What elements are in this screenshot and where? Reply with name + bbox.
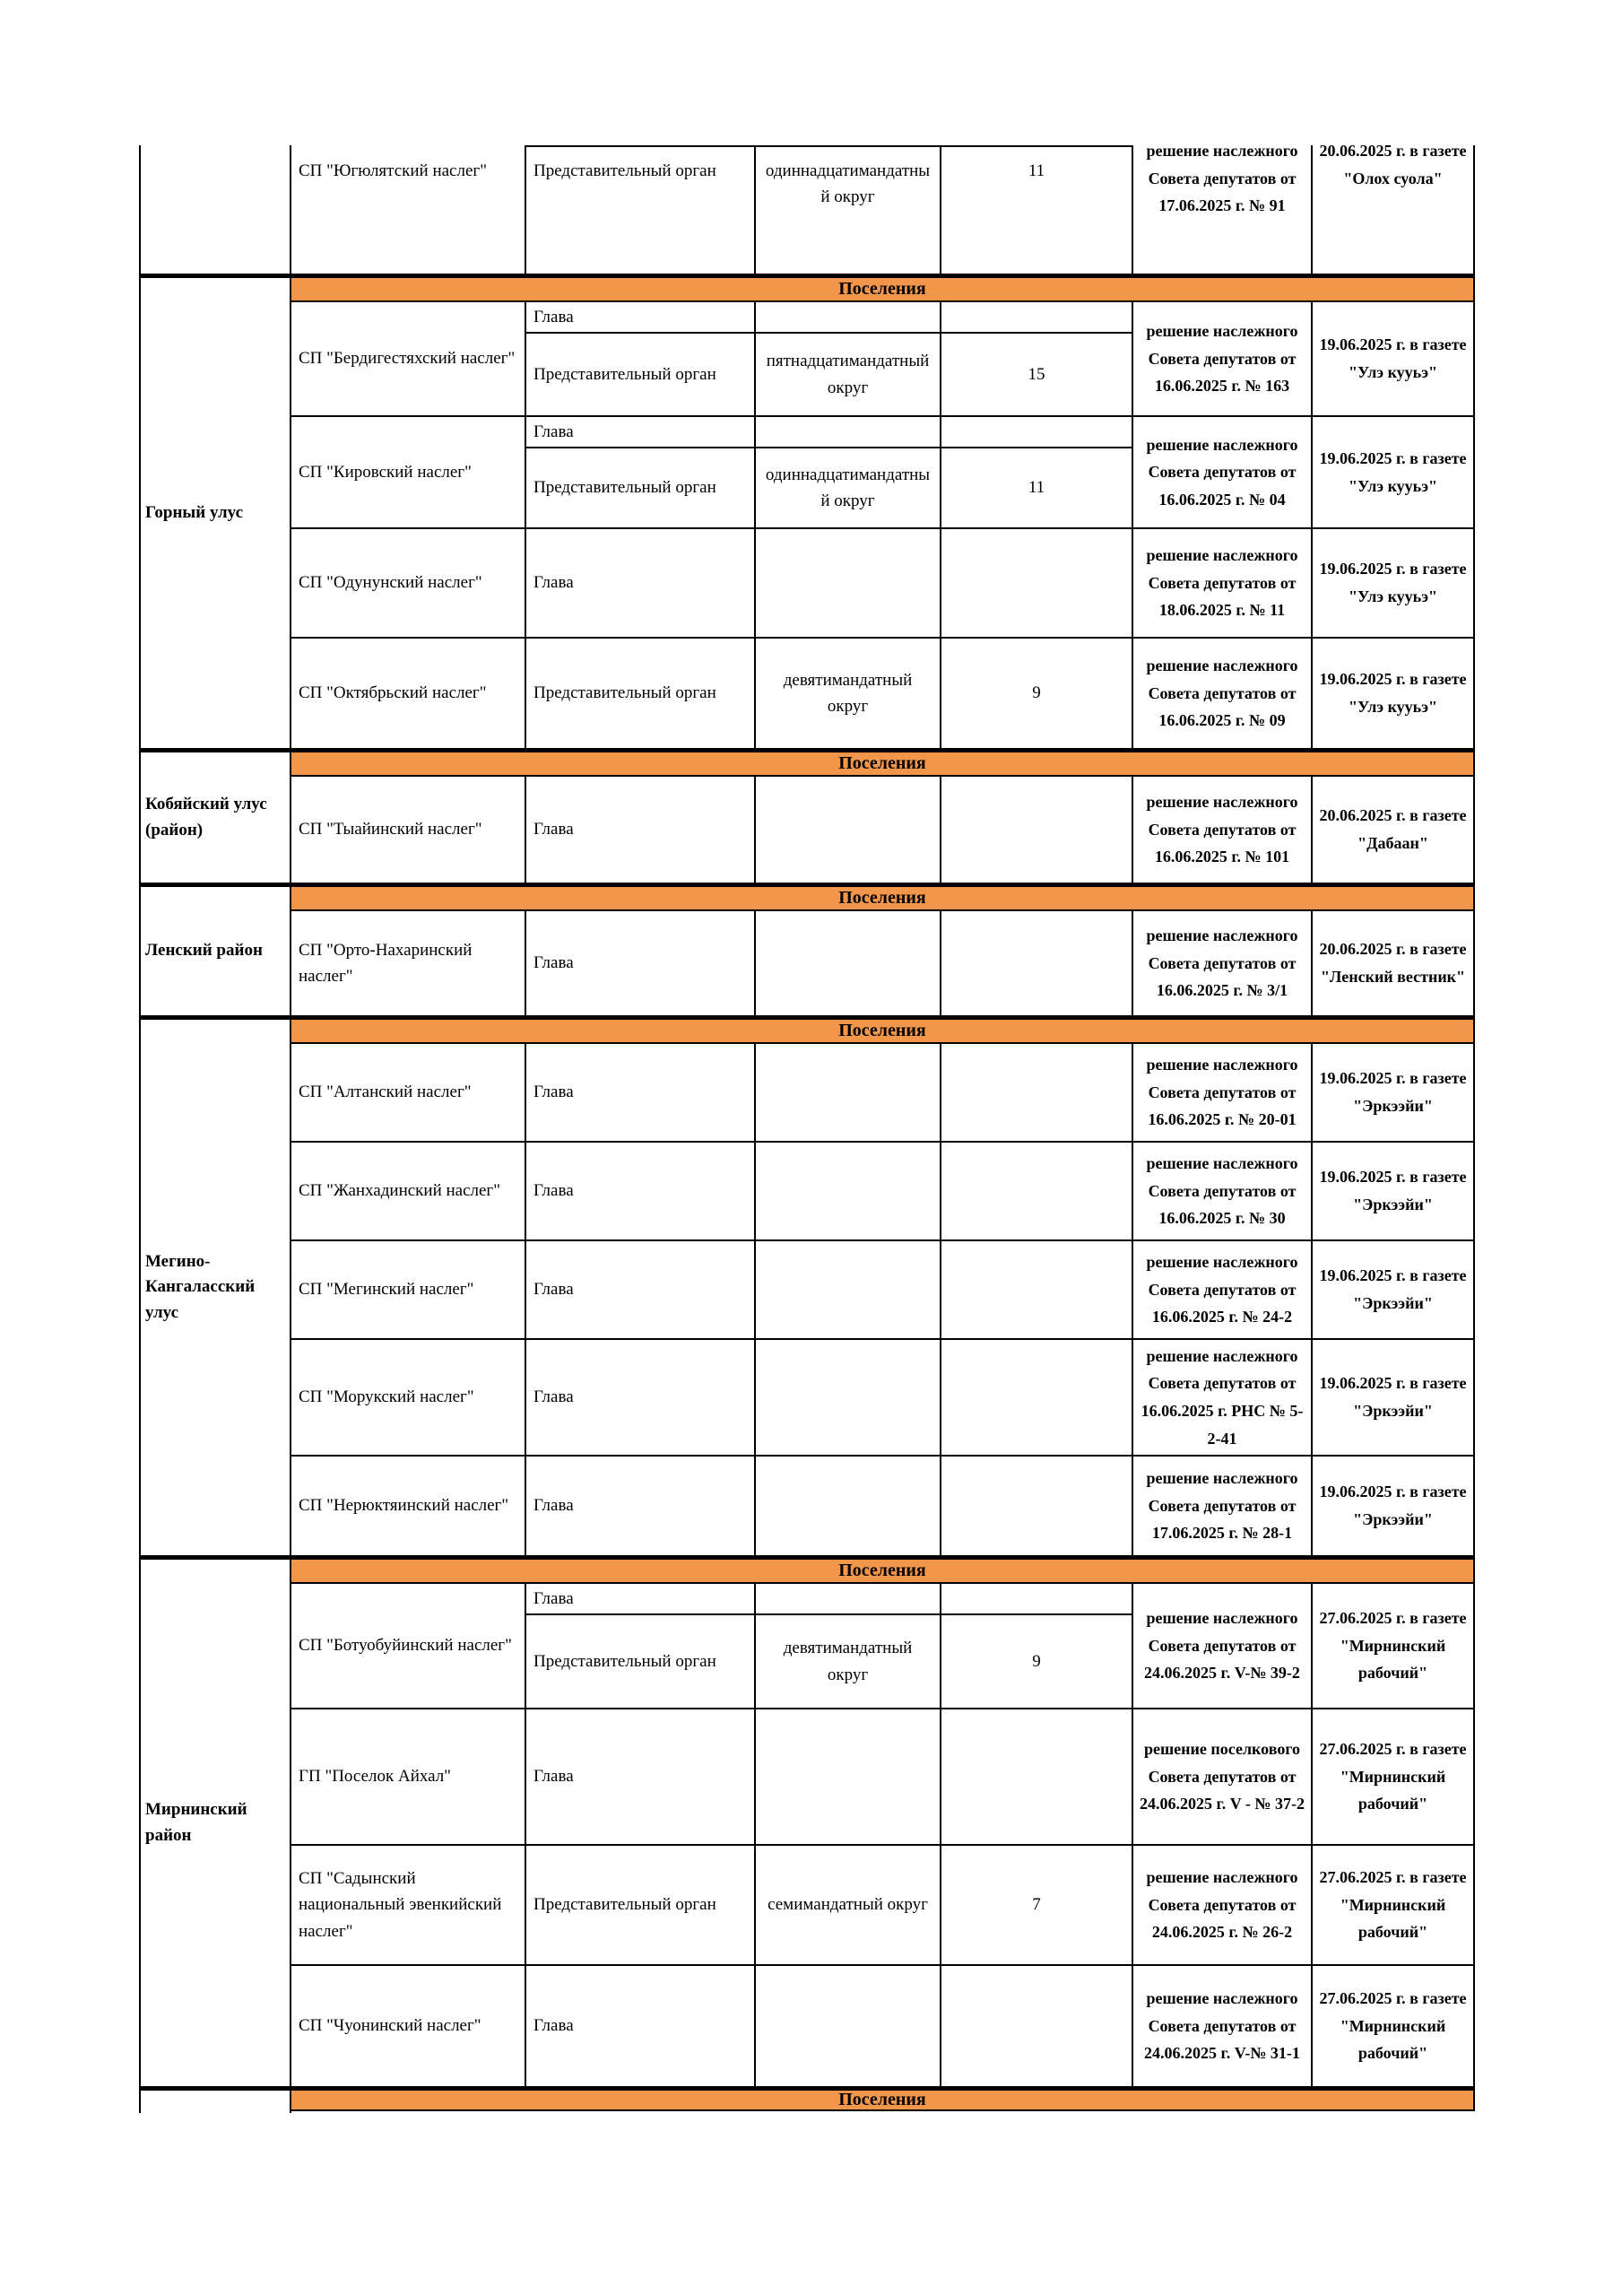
- okrug-cell: [754, 1846, 940, 1964]
- table-row: [291, 777, 1475, 883]
- body-cell: [525, 639, 754, 748]
- body-cell: [525, 911, 754, 1015]
- settlement-cell-text: СП "Тыайинский наслег": [299, 820, 482, 839]
- glava-subrow: [525, 417, 1132, 448]
- settlement-cell: [291, 1241, 525, 1338]
- table-row: [291, 1584, 1475, 1709]
- settlement-cell-text: СП "Жанхадинский наслег": [299, 1181, 500, 1201]
- publication-cell: [1311, 1457, 1475, 1555]
- body-subrow: [525, 529, 1132, 637]
- section-rows: [291, 777, 1475, 883]
- table-row: [291, 1457, 1475, 1555]
- decision-cell-text: решение наслежного Совета депутатов от 16.06.2025 г. № 20-01: [1146, 1056, 1298, 1129]
- body-cell-text: Глава: [533, 307, 574, 326]
- settlement-cell: [291, 639, 525, 748]
- body-subrow: [525, 1846, 1132, 1964]
- body-area: [525, 1143, 1132, 1239]
- section-band: [291, 1560, 1475, 1584]
- decision-cell: [1132, 1709, 1311, 1844]
- settlement-cell: [291, 1457, 525, 1555]
- mandate-count-cell-text: 9: [1032, 683, 1041, 703]
- body-cell: [525, 417, 754, 447]
- district-section: [139, 2091, 1475, 2113]
- body-cell: [525, 302, 754, 332]
- section-band: [291, 278, 1475, 302]
- body-subrow: [525, 1340, 1132, 1455]
- body-area: [525, 639, 1132, 748]
- publication-cell-text: 19.06.2025 г. в газете "Эркээйи": [1319, 1168, 1467, 1213]
- district-cell: [139, 752, 291, 883]
- publication-cell: [1311, 1966, 1475, 2086]
- decision-cell-text: решение наслежного Совета депутатов от 16.06.2025 г. № 24-2: [1146, 1253, 1298, 1326]
- body-cell-text: Представительный орган: [533, 683, 716, 703]
- body-cell: [525, 334, 754, 415]
- publication-cell: [1311, 777, 1475, 883]
- publication-cell: [1311, 1241, 1475, 1338]
- table-row: [291, 1966, 1475, 2086]
- settlement-cell: [291, 302, 525, 415]
- decision-cell: [1132, 302, 1311, 415]
- section-band: [291, 2091, 1475, 2111]
- settlement-cell: [291, 417, 525, 527]
- body-subrow: [525, 639, 1132, 748]
- settlement-cell-text: СП "Морукский наслег": [299, 1387, 474, 1407]
- table-row: [291, 1044, 1475, 1143]
- table-row: [291, 1143, 1475, 1241]
- body-cell-text: Представительный орган: [533, 478, 716, 498]
- publication-cell: [1311, 911, 1475, 1015]
- publication-cell-text: 19.06.2025 г. в газете "Эркээйи": [1319, 1483, 1467, 1528]
- settlement-cell: [291, 1340, 525, 1455]
- section-band-label: Поселения: [838, 1561, 926, 1580]
- settlement-cell-text: СП "Кировский наслег": [299, 462, 472, 482]
- settlement-cell: [291, 1709, 525, 1844]
- publication-cell: [1311, 1709, 1475, 1844]
- district-section: [139, 278, 1475, 748]
- district-label: Мегино-Кангаласский улус: [145, 1251, 256, 1322]
- publication-cell-text: 27.06.2025 г. в газете "Мирнинский рабочий": [1319, 1868, 1467, 1942]
- body-cell-text: Глава: [533, 422, 574, 441]
- settlement-cell: [291, 529, 525, 637]
- body-subrow: [525, 911, 1132, 1015]
- decision-cell-text: решение наслежного Совета депутатов от 16.06.2025 г. РНС № 5-2-41: [1141, 1346, 1304, 1448]
- table-row: [291, 1846, 1475, 1966]
- decision-cell: [1132, 777, 1311, 883]
- decision-cell: [1132, 1457, 1311, 1555]
- mandate-count-cell: [940, 334, 1132, 415]
- publication-cell: [1311, 1044, 1475, 1141]
- district-cell: [139, 1560, 291, 2086]
- district-label: Кобяйский улус (район): [145, 795, 267, 839]
- decision-cell-text: решение наслежного Совета депутатов от 16.06.2025 г. № 3/1: [1146, 926, 1298, 1000]
- mandate-count-cell: [940, 911, 1132, 1015]
- district-cell: [139, 2091, 291, 2113]
- body-area: [525, 1709, 1132, 1844]
- body-area: [525, 1846, 1132, 1964]
- mandate-count-cell: [940, 639, 1132, 748]
- body-cell: [525, 529, 754, 637]
- mandate-count-cell-text: 7: [1032, 1895, 1041, 1915]
- decision-cell-text: решение наслежного Совета депутатов от 24.06.2025 г. V-№ 31-1: [1144, 1989, 1300, 2063]
- body-cell: [525, 448, 754, 527]
- mandate-count-cell: [940, 417, 1132, 447]
- body-cell: [525, 1340, 754, 1455]
- representative-subrow: [525, 1615, 1132, 1708]
- body-cell-text: Глава: [533, 820, 574, 839]
- section-band: [291, 887, 1475, 911]
- decision-cell-text: решение наслежного Совета депутатов от 24.06.2025 г. V-№ 39-2: [1144, 1609, 1300, 1683]
- body-cell: [525, 1044, 754, 1141]
- section-band: [291, 752, 1475, 777]
- table-row: [291, 639, 1475, 748]
- district-label: Горный улус: [145, 502, 243, 522]
- body-area: [525, 777, 1132, 883]
- settlement-cell-text: СП "Бердигестяхский наслег": [299, 349, 516, 369]
- okrug-cell: [754, 1709, 940, 1844]
- body-cell-text: Глава: [533, 1280, 574, 1300]
- mandate-count-cell-text: 11: [1028, 478, 1045, 498]
- body-cell: [525, 1709, 754, 1844]
- publication-cell: [1311, 639, 1475, 748]
- glava-subrow: [525, 302, 1132, 334]
- body-area: [525, 1241, 1132, 1338]
- publication-cell: [1311, 417, 1475, 527]
- representative-subrow: [525, 334, 1132, 415]
- okrug-cell-text: девятимандатный округ: [783, 670, 913, 716]
- district-cell: [139, 278, 291, 748]
- okrug-cell: [754, 777, 940, 883]
- section-band-label: Поселения: [838, 279, 926, 299]
- okrug-cell: [754, 1143, 940, 1239]
- publication-cell: [1311, 1340, 1475, 1455]
- section-rows: [291, 302, 1475, 748]
- publication-cell: [1311, 1143, 1475, 1239]
- settlement-cell-text: СП "Орто-Нахаринский наслег": [299, 940, 473, 986]
- publication-cell-text: 19.06.2025 г. в газете "Улэ кууьэ": [1319, 670, 1467, 716]
- decision-cell: [1132, 1340, 1311, 1455]
- publication-cell-text: 19.06.2025 г. в газете "Улэ кууьэ": [1319, 560, 1467, 605]
- settlement-cell: [291, 145, 525, 274]
- settlement-cell-text: СП "Чуонинский наслег": [299, 2016, 481, 2036]
- body-cell: [525, 1241, 754, 1338]
- body-subrow: [525, 1143, 1132, 1239]
- publication-cell-text: 27.06.2025 г. в газете "Мирнинский рабочий": [1319, 1740, 1467, 1813]
- body-cell: [525, 1584, 754, 1613]
- decision-cell-text: решение наслежного Совета депутатов от 17.06.2025 г. № 91: [1146, 145, 1298, 215]
- mandate-count-cell: [940, 1044, 1132, 1141]
- okrug-cell: [754, 1044, 940, 1141]
- settlement-cell-text: СП "Одунунский наслег": [299, 573, 482, 593]
- mandate-count-cell: [940, 1966, 1132, 2086]
- body-subrow: [525, 1709, 1132, 1844]
- publication-cell-text: 19.06.2025 г. в газете "Эркээйи": [1319, 1266, 1467, 1312]
- body-cell-text: Глава: [533, 1496, 574, 1516]
- okrug-cell: [754, 302, 940, 332]
- decision-cell-text: решение наслежного Совета депутатов от 16.06.2025 г. № 30: [1146, 1154, 1298, 1228]
- settlement-cell: [291, 1966, 525, 2086]
- decision-cell: [1132, 911, 1311, 1015]
- section-band-label: Поселения: [838, 753, 926, 773]
- table-row: [291, 529, 1475, 639]
- okrug-cell: [754, 1457, 940, 1555]
- publication-cell: [1311, 302, 1475, 415]
- publication-cell: [1311, 529, 1475, 637]
- body-area: [525, 1966, 1132, 2086]
- publication-cell-text: 19.06.2025 г. в газете "Улэ кууьэ": [1319, 448, 1467, 495]
- body-area: [525, 302, 1132, 415]
- settlement-cell-text: СП "Октябрьский наслег": [299, 683, 487, 703]
- decision-cell: [1132, 639, 1311, 748]
- decision-cell: [1132, 529, 1311, 637]
- body-cell: [525, 777, 754, 883]
- decision-cell-text: решение наслежного Совета депутатов от 16.06.2025 г. № 09: [1146, 657, 1298, 730]
- body-cell-text: Представительный орган: [533, 1895, 716, 1915]
- district-cell: [139, 1020, 291, 1555]
- decision-cell-text: решение наслежного Совета депутатов от 17.06.2025 г. № 28-1: [1146, 1469, 1298, 1543]
- settlement-cell: [291, 1584, 525, 1708]
- okrug-cell: [754, 529, 940, 637]
- body-area: [525, 417, 1132, 527]
- decision-cell: [1132, 1241, 1311, 1338]
- table-row: [291, 145, 1475, 274]
- settlement-cell-text: СП "Нерюктяинский наслег": [299, 1496, 509, 1516]
- body-cell-text: Глава: [533, 953, 574, 973]
- publication-cell-text: 19.06.2025 г. в газете "Улэ кууьэ": [1319, 335, 1467, 381]
- section-band-label: Поселения: [838, 1021, 926, 1040]
- publication-cell: [1311, 1584, 1475, 1708]
- publication-cell-text: 20.06.2025 г. в газете "Ленский вестник": [1319, 940, 1467, 986]
- decision-cell-text: решение наслежного Совета депутатов от 18.06.2025 г. № 11: [1146, 546, 1298, 620]
- body-cell: [525, 1615, 754, 1708]
- okrug-cell: [754, 911, 940, 1015]
- district-label: Мирнинский район: [145, 1800, 247, 1845]
- district-cell: [139, 887, 291, 1015]
- okrug-cell: [754, 1615, 940, 1708]
- okrug-cell: [754, 334, 940, 415]
- mandate-count-cell-text: 11: [1028, 161, 1045, 180]
- section-band-label: Поселения: [838, 888, 926, 908]
- body-cell-text: Представительный орган: [533, 1651, 716, 1671]
- body-subrow: [525, 1241, 1132, 1338]
- publication-cell: [1311, 145, 1475, 274]
- okrug-cell-text: одиннадцатимандатный округ: [765, 465, 931, 510]
- okrug-cell: [754, 448, 940, 527]
- publication-cell-text: 20.06.2025 г. в газете "Дабаан": [1319, 806, 1467, 852]
- body-subrow: [525, 1966, 1132, 2086]
- okrug-cell: [754, 1584, 940, 1613]
- body-cell-text: Глава: [533, 1181, 574, 1201]
- mandate-count-cell-text: 9: [1032, 1651, 1041, 1671]
- section-rows: [291, 145, 1475, 274]
- body-subrow: [525, 1044, 1132, 1141]
- mandate-count-cell: [940, 1615, 1132, 1708]
- decision-cell-text: решение наслежного Совета депутатов от 16.06.2025 г. № 163: [1146, 322, 1298, 396]
- body-area: [525, 1044, 1132, 1141]
- table-row: [291, 911, 1475, 1015]
- okrug-cell: [754, 1340, 940, 1455]
- mandate-count-cell: [940, 777, 1132, 883]
- body-cell-text: Глава: [533, 573, 574, 593]
- district-section: [139, 1560, 1475, 2086]
- publication-cell-text: 27.06.2025 г. в газете "Мирнинский рабочий": [1319, 1609, 1467, 1683]
- section-rows: [291, 911, 1475, 1015]
- decision-cell-text: решение наслежного Совета депутатов от 24.06.2025 г. № 26-2: [1146, 1868, 1298, 1942]
- glava-subrow: [525, 1584, 1132, 1615]
- decision-cell: [1132, 1966, 1311, 2086]
- section-rows: [291, 1584, 1475, 2086]
- decision-cell: [1132, 417, 1311, 527]
- body-cell-text: Глава: [533, 1767, 574, 1787]
- decision-cell-text: решение поселкового Совета депутатов от 24.06.2025 г. V - № 37-2: [1140, 1740, 1305, 1813]
- table-row: [291, 1709, 1475, 1846]
- settlement-cell: [291, 1143, 525, 1239]
- settlement-cell: [291, 1846, 525, 1964]
- settlement-cell-text: ГП "Поселок Айхал": [299, 1767, 451, 1787]
- publication-cell-text: 20.06.2025 г. в газете "Олох суола": [1319, 145, 1467, 187]
- body-area: [525, 1457, 1132, 1555]
- section-band-label: Поселения: [838, 2090, 926, 2109]
- mandate-count-cell: [940, 1846, 1132, 1964]
- body-cell: [525, 1143, 754, 1239]
- table-row: [291, 1340, 1475, 1457]
- settlement-cell: [291, 777, 525, 883]
- settlement-cell-text: СП "Алтанский наслег": [299, 1083, 472, 1102]
- decision-cell: [1132, 1846, 1311, 1964]
- district-section: [139, 145, 1475, 274]
- mandate-count-cell: [940, 448, 1132, 527]
- mandate-count-cell: [940, 1584, 1132, 1613]
- decision-cell-text: решение наслежного Совета депутатов от 16.06.2025 г. № 101: [1146, 793, 1298, 866]
- okrug-cell-text: одиннадцатимандатный округ: [765, 161, 931, 207]
- section-rows: [291, 1044, 1475, 1555]
- mandate-count-cell: [940, 1143, 1132, 1239]
- settlement-cell-text: СП "Югюлятский наслег": [299, 161, 487, 180]
- body-area: [525, 145, 1132, 274]
- okrug-cell: [754, 1241, 940, 1338]
- mandate-count-cell: [940, 302, 1132, 332]
- okrug-cell: [754, 417, 940, 447]
- representative-subrow: [525, 448, 1132, 527]
- district-section: [139, 887, 1475, 1015]
- body-cell-text: Представительный орган: [533, 364, 716, 384]
- mandate-count-cell: [940, 1457, 1132, 1555]
- body-cell-text: Глава: [533, 1387, 574, 1407]
- body-area: [525, 1340, 1132, 1455]
- settlement-cell: [291, 1044, 525, 1141]
- body-subrow: [525, 145, 1132, 274]
- body-cell: [525, 145, 754, 274]
- settlement-cell-text: СП "Садынский национальный эвенкийский наслег": [299, 1868, 502, 1941]
- body-area: [525, 1584, 1132, 1708]
- publication-cell-text: 19.06.2025 г. в газете "Эркээйи": [1319, 1069, 1467, 1115]
- settlement-cell: [291, 911, 525, 1015]
- body-cell-text: Глава: [533, 1588, 574, 1608]
- mandate-count-cell: [940, 1709, 1132, 1844]
- decision-cell: [1132, 145, 1311, 274]
- publication-cell: [1311, 1846, 1475, 1964]
- body-cell: [525, 1846, 754, 1964]
- body-cell: [525, 1966, 754, 2086]
- okrug-cell-text: пятнадцатимандатный округ: [766, 352, 930, 397]
- body-area: [525, 529, 1132, 637]
- body-cell-text: Глава: [533, 2016, 574, 2036]
- body-area: [525, 911, 1132, 1015]
- district-label: Ленский район: [145, 941, 263, 961]
- district-section: [139, 752, 1475, 883]
- mandate-count-cell: [940, 529, 1132, 637]
- okrug-cell-text: семимандатный округ: [768, 1895, 928, 1915]
- decision-cell: [1132, 1044, 1311, 1141]
- mandate-count-cell-text: 15: [1028, 364, 1045, 384]
- table-row: [291, 1241, 1475, 1340]
- okrug-cell-text: девятимандатный округ: [783, 1639, 913, 1684]
- decision-cell: [1132, 1584, 1311, 1708]
- municipal-elections-table: [139, 145, 1475, 2113]
- body-cell-text: Представительный орган: [533, 161, 716, 180]
- decision-cell: [1132, 1143, 1311, 1239]
- district-cell: [139, 145, 291, 274]
- body-cell-text: Глава: [533, 1083, 574, 1102]
- body-subrow: [525, 777, 1132, 883]
- mandate-count-cell: [940, 1241, 1132, 1338]
- body-cell: [525, 1457, 754, 1555]
- settlement-cell-text: СП "Ботуобуйинский наслег": [299, 1636, 512, 1656]
- okrug-cell: [754, 145, 940, 274]
- district-section: [139, 1020, 1475, 1555]
- okrug-cell: [754, 1966, 940, 2086]
- section-band: [291, 1020, 1475, 1044]
- decision-cell-text: решение наслежного Совета депутатов от 16.06.2025 г. № 04: [1146, 435, 1298, 509]
- body-subrow: [525, 1457, 1132, 1555]
- publication-cell-text: 27.06.2025 г. в газете "Мирнинский рабочий": [1319, 1989, 1467, 2063]
- settlement-cell-text: СП "Мегинский наслег": [299, 1280, 474, 1300]
- okrug-cell: [754, 639, 940, 748]
- table-row: [291, 302, 1475, 417]
- mandate-count-cell: [940, 145, 1132, 274]
- table-row: [291, 417, 1475, 529]
- publication-cell-text: 19.06.2025 г. в газете "Эркээйи": [1319, 1374, 1467, 1420]
- mandate-count-cell: [940, 1340, 1132, 1455]
